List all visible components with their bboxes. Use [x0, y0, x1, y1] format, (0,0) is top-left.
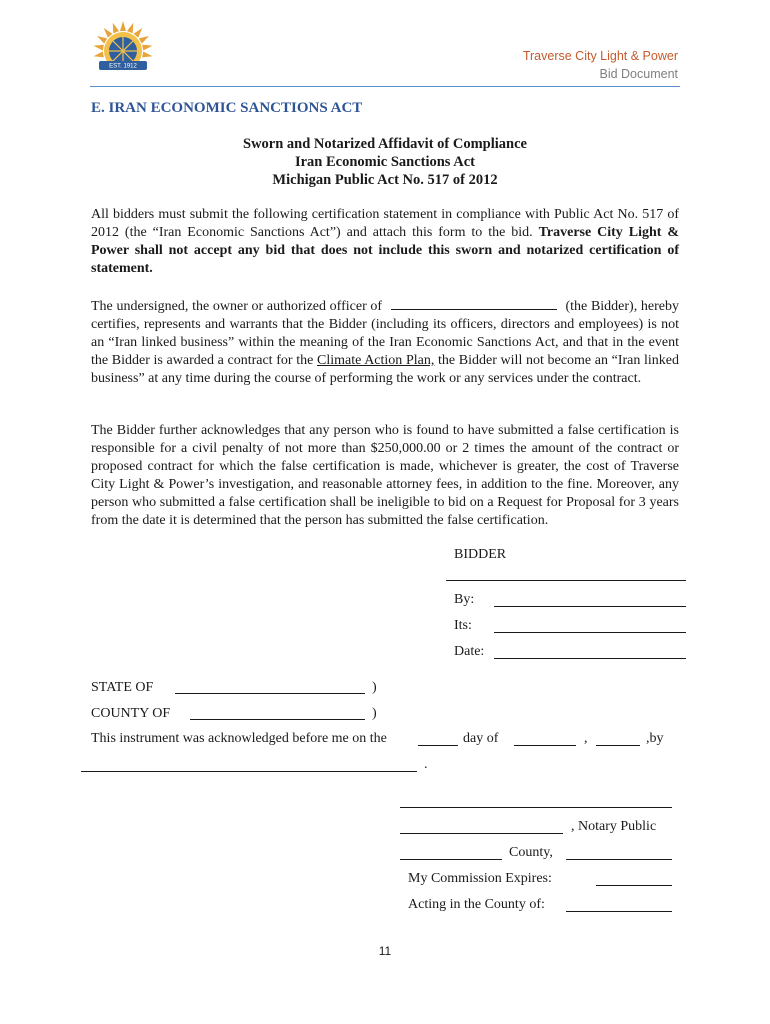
act-title: Iran Economic Sanctions Act	[294, 154, 476, 170]
bidder-name-field[interactable]	[391, 296, 557, 310]
project-name: Climate Action Plan,	[316, 353, 435, 368]
public-act-title: Michigan Public Act No. 517 of 2012	[272, 172, 498, 188]
its-field[interactable]	[494, 632, 686, 633]
by-suffix: ,by	[646, 731, 664, 746]
ack-period: .	[424, 757, 428, 772]
page-number: 11	[378, 944, 392, 958]
affidavit-title: Sworn and Notarized Affidavit of Compliance	[243, 136, 527, 152]
commission-expires-field[interactable]	[596, 885, 672, 886]
county-field[interactable]	[190, 719, 365, 720]
notary-county-label: County,	[509, 845, 553, 860]
notary-county-field[interactable]	[400, 859, 502, 860]
bidder-signature-line[interactable]	[446, 580, 686, 581]
instructions-bold: Traverse City Light & Power shall not accept any bid that does not include this sworn and notarized certification of statement.	[91, 225, 680, 276]
company-logo	[92, 20, 154, 82]
header-rule	[90, 86, 680, 87]
certification-end: the Bidder will not become an “Iran linked business” at any time during the course of performing the work or any services under the contract.	[91, 353, 680, 386]
acting-county-field[interactable]	[566, 911, 672, 912]
paragraph-penalty: The Bidder further acknowledges that any person who is found to have submitted a false certification is responsible for a civil penalty of not more than $250,000.00 or 2 times the amount of the contract or proposed contract for which the false certification is made, whichever is greater, the cost of Traverse City Light & Power’s investigation, and reasonable attorney fees, in addition to the fine. Moreover, any person who submitted a false certification shall be ineligible to bid on a Request for Proposal for 3 years from the date it is determined that the person has submitted the false certification.	[91, 423, 679, 528]
commission-label: My Commission Expires:	[408, 871, 552, 886]
ack-name-field[interactable]	[81, 771, 417, 772]
by-field[interactable]	[494, 606, 686, 607]
date-label: Date:	[454, 644, 485, 659]
date-field[interactable]	[494, 658, 686, 659]
county-label: COUNTY OF	[91, 706, 171, 721]
header-company: Traverse City Light & Power	[522, 49, 678, 63]
certification-body: (the Bidder), hereby certifies, represents and warrants that the Bidder (including its officers, directors and employees) is not an “Iran linked business” within the meaning of the Iran Economic Sanctions Act, and that in the event the Bidder is awarded a contract for the	[91, 299, 680, 368]
state-field[interactable]	[175, 693, 365, 694]
logo-text: EST. 1912	[109, 63, 137, 70]
ack-year-field[interactable]	[596, 745, 640, 746]
county-paren: )	[372, 706, 377, 721]
day-of-label: day of	[463, 731, 499, 746]
state-label: STATE OF	[91, 680, 154, 695]
notary-name-field[interactable]	[400, 833, 563, 834]
acting-county-label: Acting in the County of:	[408, 897, 545, 912]
state-paren: )	[372, 680, 377, 695]
by-label: By:	[454, 592, 475, 607]
notary-public-label: , Notary Public	[571, 819, 657, 834]
instructions-text: All bidders must submit the following certification statement in compliance with Public Act No. 517 of 2012 (the “Iran Economic Sanctions Act”) and attach this form to the bid.	[91, 207, 679, 240]
paragraph-instructions	[91, 206, 679, 278]
notary-signature-line[interactable]	[400, 807, 672, 808]
ack-comma: ,	[584, 731, 588, 746]
bidder-label: BIDDER	[454, 547, 507, 562]
its-label: Its:	[454, 618, 472, 633]
notary-state-field[interactable]	[566, 859, 672, 860]
certification-lead: The undersigned, the owner or authorized officer of	[91, 299, 383, 314]
acknowledgment-text: This instrument was acknowledged before me on the	[91, 731, 387, 746]
ack-month-field[interactable]	[514, 745, 576, 746]
header-doc-type: Bid Document	[599, 67, 678, 81]
paragraph-certification	[91, 296, 679, 388]
section-title: E. IRAN ECONOMIC SANCTIONS ACT	[91, 100, 363, 116]
ack-day-field[interactable]	[418, 745, 458, 746]
